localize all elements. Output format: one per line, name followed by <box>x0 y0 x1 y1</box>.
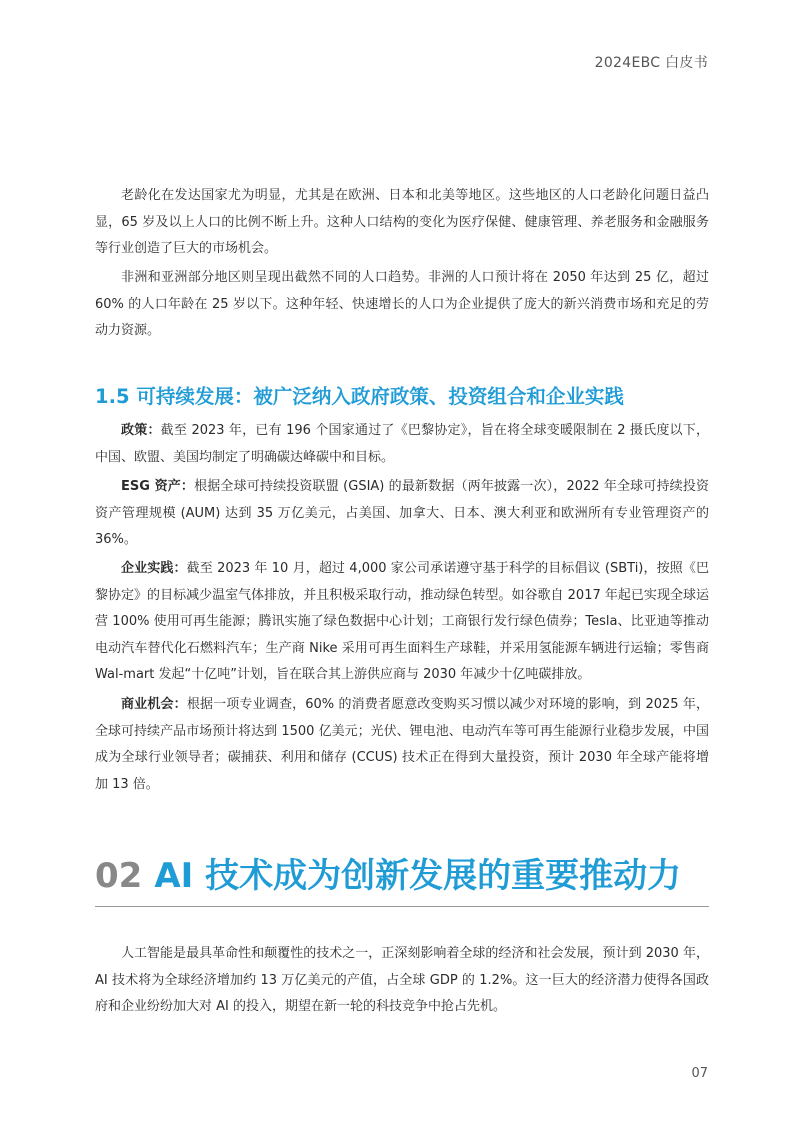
item-esg <box>95 474 709 554</box>
item-corporate <box>95 556 709 689</box>
section-title: 1.5 可持续发展：被广泛纳入政府政策、投资组合和企业实践 <box>95 385 624 408</box>
intro-paragraph-1: 老龄化在发达国家尤为明显，尤其是在欧洲、日本和北美等地区。这些地区的人口老龄化问题日益凸显，65 岁及以上人口的比例不断上升。这种人口结构的变化为医疗保健、健康管理、养老服务和金融服务等行业创造了巨大的市场机会。 <box>95 188 709 256</box>
item-esg-text: 根据全球可持续投资联盟 (GSIA) 的最新数据（两年披露一次），2022 年全球可持续投资资产管理规模 (AUM) 达到 35 万亿美元，占美国、加拿大、日本、澳大利亚和欧洲所有专业管理资产的 36%。 <box>95 479 709 547</box>
page-number: 07 <box>691 1066 708 1081</box>
chapter-divider <box>95 906 709 907</box>
item-business-label: 商业机会： <box>121 697 187 712</box>
header-title: 2024EBC 白皮书 <box>594 55 708 71</box>
item-business <box>95 692 709 798</box>
item-corporate-label: 企业实践： <box>121 561 187 576</box>
chapter-paragraph-1: 人工智能是最具革命性和颠覆性的技术之一，正深刻影响着全球的经济和社会发展，预计到 2030 年，AI 技术将为全球经济增加约 13 万亿美元的产值，占全球 GDP 的 1.2%。这一巨大的经济潜力使得各国政府和企业纷纷加大对 AI 的投入，期望在新一轮的科技竞争中抢占先机。 <box>95 946 709 1014</box>
chapter-number: 02 <box>95 856 143 896</box>
item-policy-text: 截至 2023 年，已有 196 个国家通过了《巴黎协定》，旨在将全球变暖限制在 2 摄氏度以下，中国、欧盟、美国均制定了明确碳达峰碳中和目标。 <box>95 423 709 465</box>
chapter-title: AI 技术成为创新发展的重要推动力 <box>154 856 682 896</box>
item-policy <box>95 418 709 471</box>
chapter-heading <box>95 848 709 897</box>
intro-paragraph-2: 非洲和亚洲部分地区则呈现出截然不同的人口趋势。非洲的人口预计将在 2050 年达到 25 亿，超过 60% 的人口年龄在 25 岁以下。这种年轻、快速增长的人口为企业提供了庞大的新兴消费市场和充足的劳动力资源。 <box>95 270 709 338</box>
item-esg-label: ESG 资产： <box>121 479 195 494</box>
item-policy-label: 政策： <box>121 423 161 438</box>
item-business-text: 根据一项专业调查，60% 的消费者愿意改变购买习惯以减少对环境的影响，到 2025 年，全球可持续产品市场预计将达到 1500 亿美元；光伏、锂电池、电动汽车等可再生能源行业稳步发展，中国成为全球行业领导者；碳捕获、利用和储存 (CCUS) 技术正在得到大量投资，预计 2030 年全球产能将增加 13 倍。 <box>95 697 709 792</box>
item-corporate-text: 截至 2023 年 10 月，超过 4,000 家公司承诺遵守基于科学的目标倡议 (SBTi)，按照《巴黎协定》的目标减少温室气体排放，并且积极采取行动，推动绿色转型。如谷歌自 2017 年起已实现全球运营 100% 使用可再生能源；腾讯实施了绿色数据中心计划；工商银行发行绿色债券；Tesla、比亚迪等推动电动汽车替代化石燃料汽车；生产商 Nike 采用可再生面料生产球鞋，并采用氢能源车辆进行运输；零售商 Wal-mart 发起“十亿吨”计划，旨在联合其上游供应商与 2030 年减少十亿吨碳排放。 <box>95 561 709 682</box>
